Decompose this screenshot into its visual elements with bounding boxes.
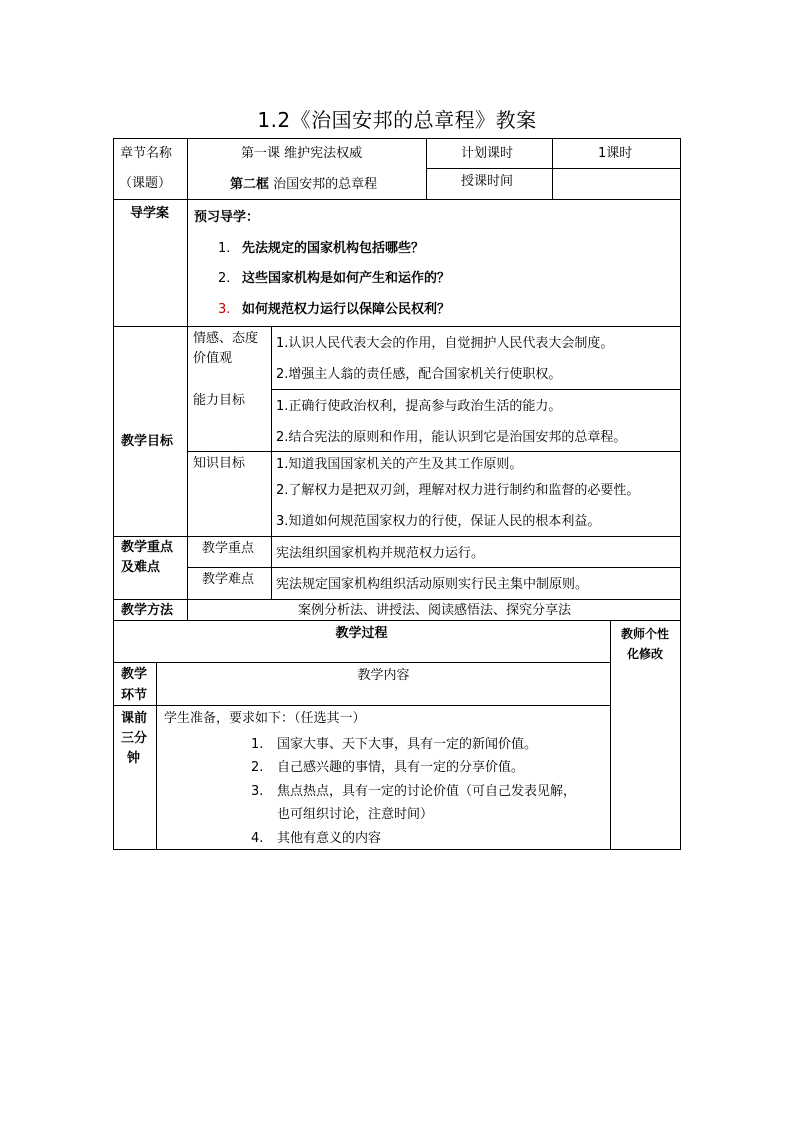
teacher-column-label: 教师个性	[621, 627, 670, 641]
process-item-num: 3.	[251, 784, 264, 799]
section-title-rest: 治国安邦的总章程	[269, 177, 378, 192]
process-item-num: 2.	[251, 760, 264, 775]
process-item-text: 其他有意义的内容	[277, 831, 382, 846]
objective-item: 1.正确行使政治权利，提高参与政治生活的能力。	[276, 399, 562, 414]
objective-item: 3.知道如何规范国家权力的行使，保证人民的根本利益。	[276, 514, 601, 529]
objective-item: 1.知道我国国家机关的产生及其工作原则。	[276, 457, 523, 472]
methods-label: 教学方法	[121, 603, 174, 618]
difficulty-label: 教学难点	[202, 572, 255, 587]
guide-label: 导学案	[130, 206, 170, 221]
section-title	[230, 177, 377, 193]
guide-item-num: 3.	[218, 302, 231, 317]
teacher-column-label-sub: 化修改	[627, 647, 664, 661]
stage-column-label: 教学	[121, 667, 148, 682]
methods-text: 案例分析法、讲授法、阅读感悟法、探究分享法	[297, 603, 571, 618]
key-points-label-sub: 及难点	[121, 560, 161, 575]
process-item-num: 1.	[251, 737, 264, 752]
content-column-label: 教学内容	[357, 668, 410, 683]
teaching-time-label: 授课时间	[461, 174, 514, 189]
guide-item-text: 如何规范权力运行以保障公民权利？	[242, 302, 451, 317]
guide-item-text: 这些国家机构是如何产生和运作的？	[242, 271, 451, 286]
process-intro: 学生准备，要求如下：（任选其一）	[164, 711, 366, 726]
guide-item-num: 2.	[218, 271, 231, 286]
key-points-label: 教学重点	[121, 540, 174, 555]
document-title: 1.2《治国安邦的总章程》教案	[257, 108, 537, 132]
section-title-bold: 第二框	[230, 177, 270, 192]
stage-column-label-sub: 环节	[121, 688, 148, 703]
objective-group-label: 知识目标	[193, 456, 246, 471]
objective-group-label: 情感、态度	[193, 331, 259, 346]
objective-item: 2.结合宪法的原则和作用，能认识到它是治国安邦的总章程。	[276, 430, 627, 445]
stage-label-sub: 三分	[121, 731, 148, 746]
chapter-label-sub: （课题）	[119, 176, 172, 191]
objective-item: 1.认识人民代表大会的作用，自觉拥护人民代表大会制度。	[276, 336, 614, 351]
guide-item-text: 先法规定的国家机构包括哪些？	[242, 241, 425, 256]
planned-hours-value: 1课时	[598, 146, 633, 161]
stage-label: 课前	[121, 711, 148, 726]
objective-group-label: 能力目标	[193, 393, 246, 408]
objective-group-label-sub: 价值观	[193, 351, 233, 366]
focus-label: 教学重点	[202, 541, 255, 556]
process-item-text: 自己感兴趣的事情，具有一定的分享价值。	[277, 760, 525, 775]
chapter-label: 章节名称	[120, 146, 173, 161]
process-item-num: 4.	[251, 831, 264, 846]
guide-item-num: 1.	[218, 241, 231, 256]
objective-item: 2.增强主人翁的责任感，配合国家机关行使职权。	[276, 367, 562, 382]
process-heading: 教学过程	[335, 626, 388, 641]
lesson-title: 第一课 维护宪法权威	[241, 146, 363, 161]
difficulty-text: 宪法规定国家机构组织活动原则实行民主集中制原则。	[276, 577, 589, 592]
focus-text: 宪法组织国家机构并规范权力运行。	[276, 546, 485, 561]
guide-heading: 预习导学：	[194, 210, 260, 225]
objectives-label: 教学目标	[121, 434, 174, 449]
planned-hours-label: 计划课时	[461, 146, 514, 161]
process-item-text: 国家大事、天下大事，具有一定的新闻价值。	[277, 737, 538, 752]
stage-label-sub: 钟	[127, 751, 141, 766]
objective-item: 2.了解权力是把双刃剑，理解对权力进行制约和监督的必要性。	[276, 483, 640, 498]
process-item-text-continued: 也可组织讨论，注意时间）	[277, 807, 434, 822]
process-item-text: 焦点热点，具有一定的讨论价值（可自己发表见解，	[277, 784, 577, 799]
